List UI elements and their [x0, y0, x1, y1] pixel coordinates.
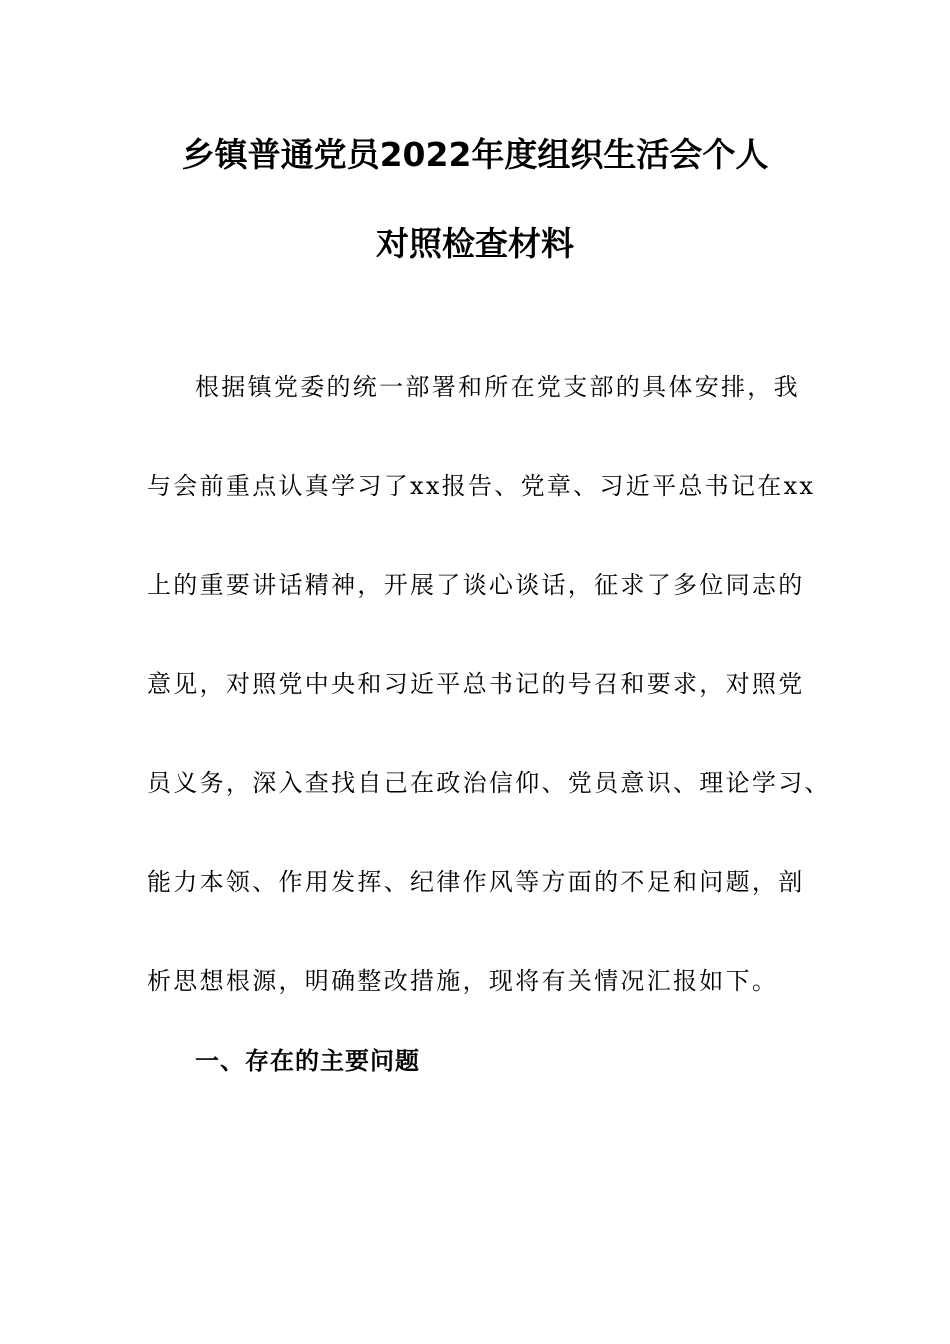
paragraph-line-5: 员义务，深入查找自己在政治信仰、党员意识、理论学习、: [147, 769, 831, 797]
document-title-line-2: 对照检查材料: [376, 224, 574, 263]
document-title-line-1: 乡镇普通党员2022年度组织生活会个人: [181, 135, 769, 174]
paragraph-line-3: 上的重要讲话精神，开展了谈心谈话，征求了多位同志的: [147, 571, 805, 599]
paragraph-line-1: 根据镇党委的统一部署和所在党支部的具体安排，我: [195, 373, 800, 401]
paragraph-line-6: 能力本领、作用发挥、纪律作风等方面的不足和问题，剖: [147, 868, 805, 896]
section-heading: 一、存在的主要问题: [195, 1047, 420, 1075]
paragraph-line-7: 析思想根源，明确整改措施，现将有关情况汇报如下。: [147, 967, 779, 995]
paragraph-line-2: 与会前重点认真学习了xx报告、党章、习近平总书记在xx: [147, 472, 816, 500]
paragraph-line-4: 意见，对照党中央和习近平总书记的号召和要求，对照党: [147, 670, 805, 698]
